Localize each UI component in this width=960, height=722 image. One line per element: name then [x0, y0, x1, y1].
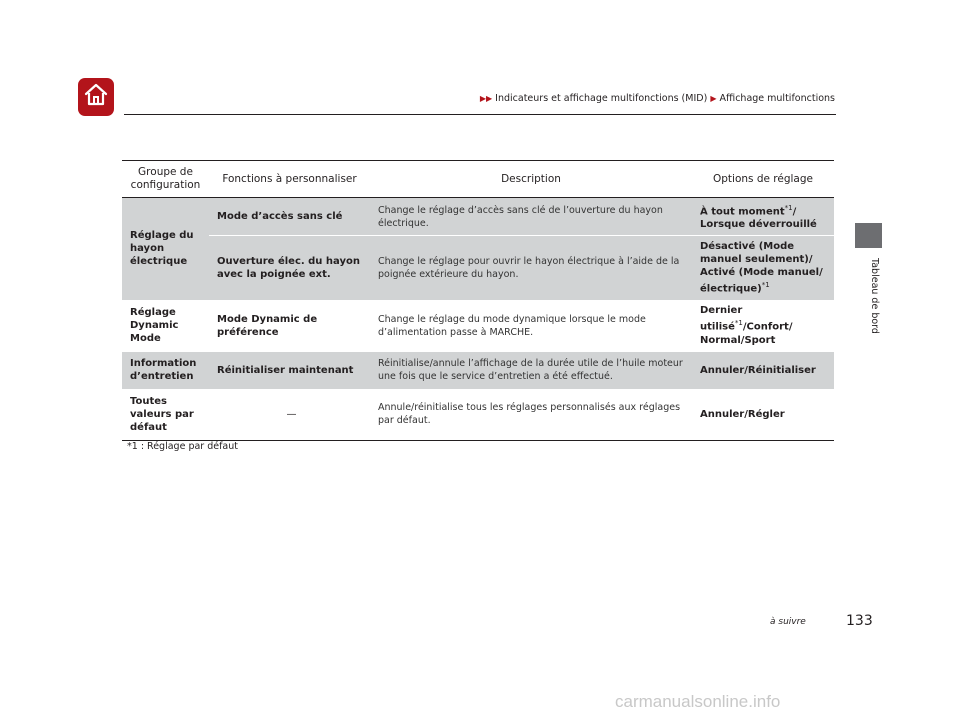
- side-tab-marker: [855, 223, 882, 248]
- options-cell: À tout moment$^{*1}$/ Lorsque déverrouillé: [692, 198, 834, 236]
- page-number: 133: [846, 613, 873, 629]
- function-cell: Ouverture élec. du hayon avec la poignée ext.: [209, 236, 370, 300]
- home-icon: [83, 83, 109, 111]
- options-cell: Annuler/Régler: [692, 389, 834, 441]
- description-cell: Annule/réinitialise tous les réglages personnalisés aux réglages par défaut.: [370, 389, 692, 441]
- table-row: [122, 389, 834, 441]
- function-cell: —: [209, 389, 370, 441]
- function-cell: Mode Dynamic de préférence: [217, 313, 318, 338]
- settings-table: [122, 160, 834, 441]
- column-header-functions: Fonctions à personnaliser: [209, 161, 370, 198]
- breadcrumb-page[interactable]: Affichage multifonctions: [719, 93, 835, 104]
- function-cell: Mode d’accès sans clé: [209, 198, 370, 236]
- home-button[interactable]: [78, 78, 114, 116]
- description-cell: Change le réglage d’accès sans clé de l’ouverture du hayon électrique.: [370, 198, 692, 236]
- header-divider: [124, 114, 836, 115]
- description-cell: Réinitialise/annule l’affichage de la durée utile de l’huile moteur une fois que le service d’entretien a été effectué.: [370, 352, 692, 389]
- watermark: carmanualsonline.info: [615, 692, 781, 711]
- options-cell: Dernier utilisé$^{*1}$/Confort/ Normal/Sport: [700, 305, 793, 346]
- table-row: [122, 236, 834, 300]
- breadcrumb-section[interactable]: Indicateurs et affichage multifonctions (MID): [495, 93, 708, 104]
- function-cell: Réinitialiser maintenant: [209, 352, 370, 389]
- breadcrumb-arrow-icon: ▶: [710, 94, 717, 103]
- continue-label: à suivre: [770, 617, 806, 627]
- options-cell: Désactivé (Mode manuel seulement)/ Activé (Mode manuel/ électrique)$^{*1}$: [692, 236, 834, 300]
- side-tab-label: Tableau de bord: [869, 258, 880, 334]
- description-cell: Change le réglage pour ouvrir le hayon électrique à l’aide de la poignée extérieure du hayon.: [370, 236, 692, 300]
- group-cell: Information d’entretien: [122, 352, 209, 389]
- table-row: [122, 352, 834, 389]
- footnote: *1 : Réglage par défaut: [127, 441, 239, 452]
- table-row: [122, 198, 834, 236]
- group-cell: Toutes valeurs par défaut: [122, 389, 209, 441]
- column-header-group: Groupe de configuration: [122, 161, 209, 198]
- breadcrumb-arrow-icon: ▶▶: [479, 94, 493, 103]
- group-cell: Réglage du hayon électrique: [122, 198, 209, 300]
- column-header-description: Description: [370, 161, 692, 198]
- column-header-options: Options de réglage: [692, 161, 834, 198]
- table-row: [122, 300, 834, 352]
- group-cell: Réglage Dynamic Mode: [130, 307, 179, 345]
- table-header-row: [122, 161, 834, 198]
- description-cell: Change le réglage du mode dynamique lorsque le mode d’alimentation passe à MARCHE.: [378, 313, 646, 338]
- options-cell: Annuler/Réinitialiser: [692, 352, 834, 389]
- breadcrumb: [470, 93, 835, 104]
